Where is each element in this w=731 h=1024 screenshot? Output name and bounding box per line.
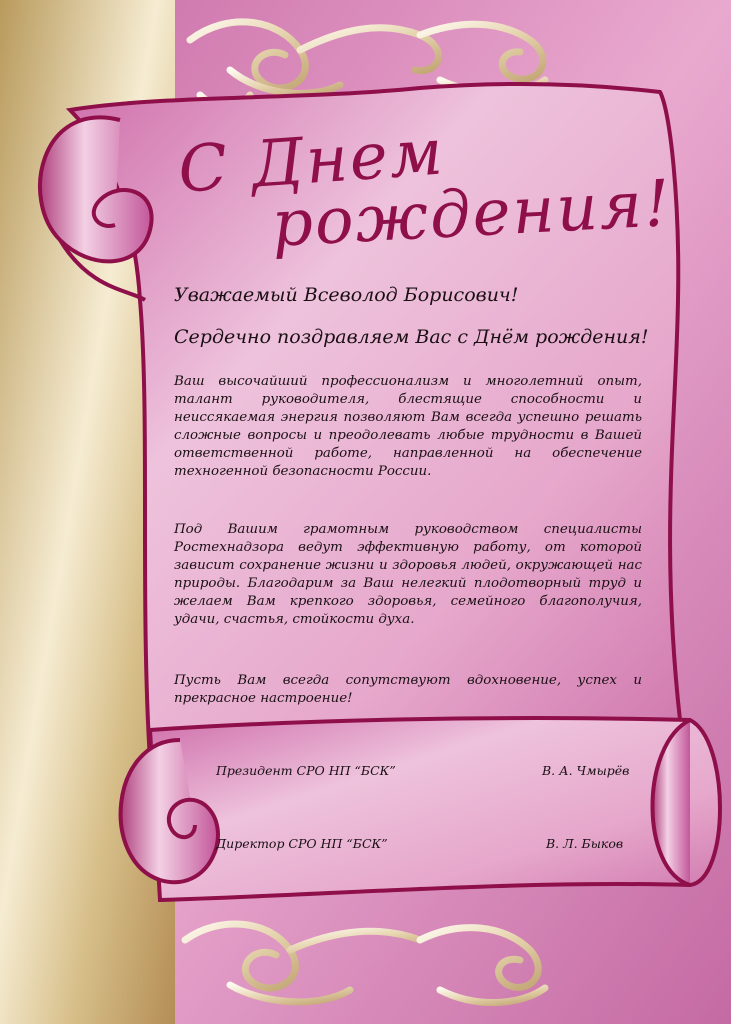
signature-role-2: Директор СРО НП “БСК” xyxy=(216,836,388,851)
paragraph-1: Ваш высочайший профессионализм и многолетний опыт, талант руководителя, блестящие способности и неиссякаемая энергия позволяют Вам всегда успешно решать сложные вопросы и преодолевать любые трудности в Вашей ответственной работе, направленной на обеспечение техногенной безопасности России. xyxy=(174,374,642,479)
paragraph-2: Под Вашим грамотным руководством специалисты Ростехнадзора ведут эффективную работу, от которой зависит сохранение жизни и здоровья людей, окружающей нас природы. Благодарим за Ваш нелегкий плодотворный труд и желаем Вам крепкого здоровья, семейного благополучия, удачи, счастья, стойкости духа. xyxy=(174,522,642,627)
congrats-line: Сердечно поздравляем Вас с Днём рождения! xyxy=(174,326,649,348)
paragraph-3: Пусть Вам всегда сопутствуют вдохновение, успех и прекрасное настроение! xyxy=(174,673,642,706)
signature-role-1: Президент СРО НП “БСК” xyxy=(216,763,396,778)
signature-name-1: В. А. Чмырёв xyxy=(542,763,630,778)
title-line-1: С Днем xyxy=(176,115,447,208)
bottom-roll xyxy=(121,718,720,900)
signature-name-2: В. Л. Быков xyxy=(546,836,624,851)
greeting: Уважаемый Всеволод Борисович! xyxy=(174,284,519,306)
title-line-2: рождения! xyxy=(270,167,674,262)
